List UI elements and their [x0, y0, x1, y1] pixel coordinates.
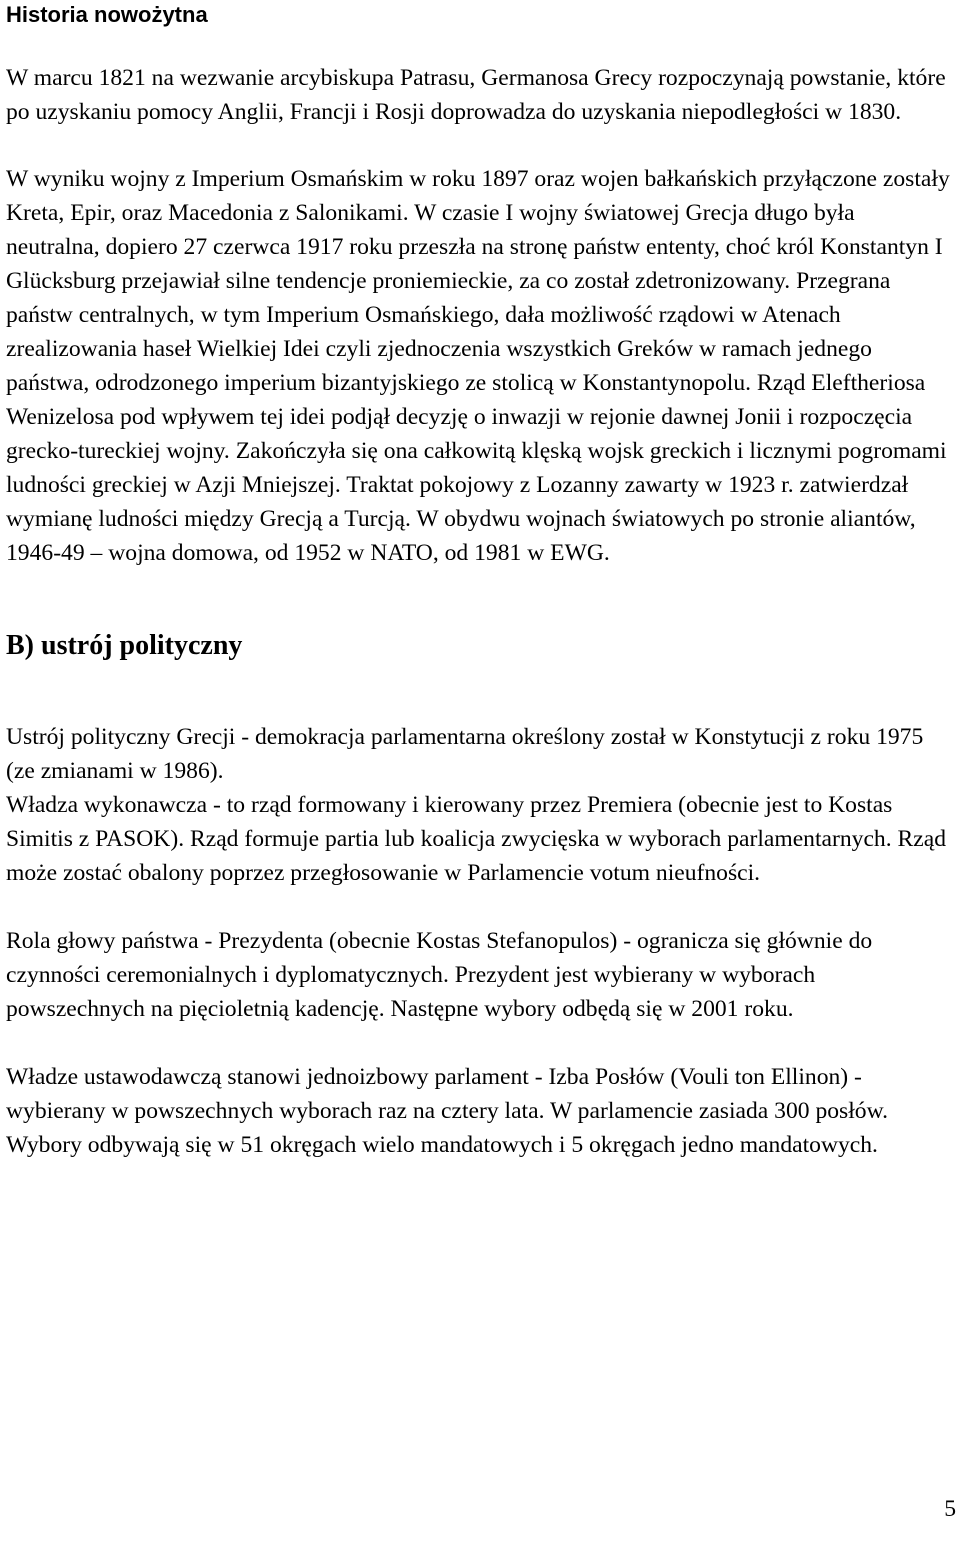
document-page — [6, 0, 954, 1162]
paragraph-wars-history: W wyniku wojny z Imperium Osmańskim w roku 1897 oraz wojen bałkańskich przyłączone zostały Kreta, Epir, oraz Macedonia z Salonikami. W czasie I wojny światowej Grecja długo była neutralna, dopiero 27 czerwca 1917 roku przeszła na stronę państw ententy, choć król Konstantyn I Glücksburg przejawiał silne tendencje proniemieckie, za co został zdetronizowany. Przegrana państw centralnych, w tym Imperium Osmańskiego, dała możliwość rządowi w Atenach zrealizowania haseł Wielkiej Idei czyli zjednoczenia wszystkich Greków w ramach jednego państwa, odrodzonego imperium bizantyjskiego ze stolicą w Konstantynopolu. Rząd Eleftheriosa Wenizelosa pod wpływem tej idei podjął decyzję o inwazji w rejonie dawnej Jonii i rozpoczęcia grecko-tureckiej wojny. Zakończyła się ona całkowitą klęską wojsk greckich i licznymi pogromami ludności greckiej w Azji Mniejszej. Traktat pokojowy z Lozanny zawarty w 1923 r. zatwierdzał wymianę ludności między Grecją a Turcją. W obydwu wojnach światowych po stronie aliantów, 1946-49 – wojna domowa, od 1952 w NATO, od 1981 w EWG. — [6, 166, 950, 566]
paragraph-legislative-power: Władze ustawodawczą stanowi jednoizbowy parlament - Izba Posłów (Vouli ton Ellinon) - wybierany w powszechnych wyborach raz na cztery lata. W parlamencie zasiada 300 posłów. Wybory odbywają się w 51 okręgach wielo mandatowych i 5 okręgach jedno mandatowych. — [6, 1064, 889, 1158]
paragraph-head-of-state: Rola głowy państwa - Prezydenta (obecnie Kostas Stefanopulos) - ogranicza się głównie do czynności ceremonialnych i dyplomatycznych. Prezydent jest wybierany w wyborach powszechnych na pięcioletnią kadencję. Następne wybory odbędą się w 2001 roku. — [6, 928, 873, 1022]
political-system-heading: B) ustrój polityczny — [6, 630, 243, 661]
section-title: Historia nowożytna — [6, 2, 208, 27]
paragraph-1821-uprising: W marcu 1821 na wezwanie arcybiskupa Patrasu, Germanosa Grecy rozpoczynają powstanie, które po uzyskaniu pomocy Anglii, Francji i Rosji doprowadza do uzyskania niepodległości w 1830. — [6, 65, 946, 125]
paragraph-constitution: Ustrój polityczny Grecji - demokracja parlamentarna określony został w Konstytucji z roku 1975 (ze zmianami w 1986). — [6, 724, 924, 784]
page-number: 5 — [944, 1496, 956, 1522]
paragraph-executive-power: Władza wykonawcza - to rząd formowany i kierowany przez Premiera (obecnie jest to Kostas Simitis z PASOK). Rząd formuje partia lub koalicja zwycięska w wyborach parlamentarnych. Rząd może zostać obalony poprzez przegłosowanie w Parlamencie votum nieufności. — [6, 792, 946, 886]
